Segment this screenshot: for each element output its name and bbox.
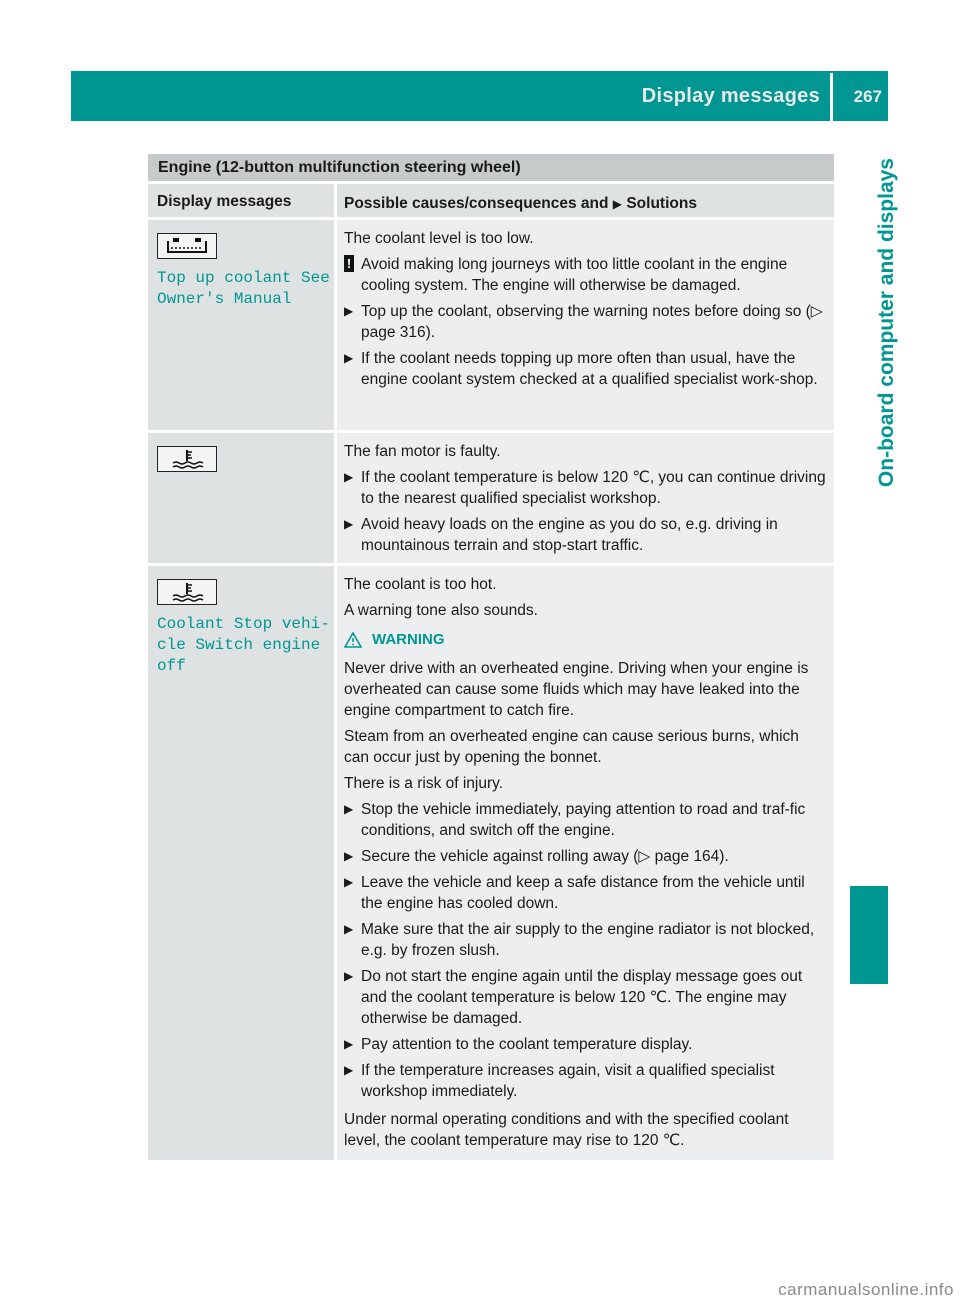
cause-text: The fan motor is faulty. [344, 443, 501, 460]
chapter-tab [850, 886, 888, 984]
step-text: Pay attention to the coolant temperature display. [361, 1036, 693, 1053]
warning-text: Never drive with an overheated engine. Driving when your engine is overheated can cause some fluids which may have leaked into the engine compartment to catch fire. [344, 660, 809, 719]
step-arrow-icon: ▶ [344, 922, 354, 936]
step [344, 514, 826, 556]
step-arrow-icon: ▶ [344, 1037, 354, 1051]
col-header-causes [337, 184, 834, 217]
page-number: 267 [853, 87, 882, 106]
solution-cell [337, 566, 834, 1160]
note-text: Avoid making long journeys with too little coolant in the engine cooling system. The engine will otherwise be damaged. [361, 256, 788, 294]
step-text: If the temperature increases again, visit a qualified specialist workshop immediately. [361, 1062, 775, 1100]
coolant-temperature-icon [157, 446, 217, 472]
coolant-temperature-icon [157, 579, 217, 605]
step-arrow-icon: ▶ [344, 304, 354, 318]
display-message-text: Top up coolant See Owner's Manual [157, 269, 330, 308]
step [344, 348, 826, 390]
step [344, 919, 826, 961]
step-arrow-icon: ▶ [344, 802, 354, 816]
arrow-icon: ▶ [612, 197, 623, 211]
step [344, 467, 826, 509]
step [344, 799, 826, 841]
table-row [148, 433, 834, 563]
display-messages-table [148, 154, 834, 1160]
step-text: Stop the vehicle immediately, paying attention to road and traf-fic conditions, and switch off the engine. [361, 801, 806, 839]
note [344, 254, 826, 296]
cause-text: The coolant is too hot. [344, 576, 497, 593]
col-header-causes-text: Possible causes/consequences and [344, 195, 609, 212]
step-arrow-icon: ▶ [344, 517, 354, 531]
table-title: Engine (12-button multifunction steering wheel) [148, 154, 834, 181]
step-text: If the coolant temperature is below 120 ℃, you can continue driving to the nearest qualified specialist workshop. [361, 469, 826, 507]
header-bar [71, 71, 888, 121]
cause-text: A warning tone also sounds. [344, 602, 538, 619]
solution-cell [337, 220, 834, 430]
header-divider [830, 73, 833, 121]
solution-cell [337, 433, 834, 563]
step-text: Do not start the engine again until the display message goes out and the coolant temperature is below 120 ℃. The engine may otherwise be damaged. [361, 968, 803, 1027]
step [344, 1034, 826, 1055]
step-arrow-icon: ▶ [344, 969, 354, 983]
chapter-label: On-board computer and displays [875, 158, 898, 488]
step-text: Top up the coolant, observing the warning notes before doing so (▷ page 316). [361, 303, 823, 341]
step-text: Avoid heavy loads on the engine as you do so, e.g. driving in mountainous terrain and stop-start traffic. [361, 516, 778, 554]
step [344, 966, 826, 1029]
step [344, 846, 826, 867]
step-text: Secure the vehicle against rolling away (▷ page 164). [361, 848, 729, 865]
table-header-row [148, 184, 834, 217]
table-row [148, 220, 834, 430]
step-arrow-icon: ▶ [344, 875, 354, 889]
step [344, 1060, 826, 1102]
coolant-level-icon [157, 233, 217, 259]
step [344, 301, 826, 343]
step-arrow-icon: ▶ [344, 1063, 354, 1077]
warning-triangle-icon [344, 632, 362, 648]
step-text: Make sure that the air supply to the engine radiator is not blocked, e.g. by frozen slush. [361, 921, 815, 959]
display-message-text: Coolant Stop vehi‐ cle Switch engine off [157, 615, 330, 675]
display-cell [148, 566, 334, 1160]
caution-icon: ! [344, 255, 354, 272]
display-cell [148, 220, 334, 430]
warning-label: WARNING [372, 631, 445, 648]
footer-note: Under normal operating conditions and with the specified coolant level, the coolant temperature may rise to 120 ℃. [344, 1111, 789, 1149]
cause-text: The coolant level is too low. [344, 230, 534, 247]
step-arrow-icon: ▶ [344, 849, 354, 863]
col-header-solutions-text: Solutions [626, 195, 697, 212]
step-text: If the coolant needs topping up more often than usual, have the engine coolant system checked at a qualified specialist work-shop. [361, 350, 818, 388]
section-title: Display messages [641, 85, 820, 107]
step-text: Leave the vehicle and keep a safe distance from the vehicle until the engine has cooled down. [361, 874, 805, 912]
warning-heading [344, 629, 826, 650]
step-arrow-icon: ▶ [344, 470, 354, 484]
step-arrow-icon: ▶ [344, 351, 354, 365]
col-header-display-messages: Display messages [148, 184, 334, 217]
warning-text: There is a risk of injury. [344, 775, 504, 792]
table-row [148, 566, 834, 1160]
display-cell [148, 433, 334, 563]
chapter-side-label [872, 158, 902, 858]
warning-text: Steam from an overheated engine can cause serious burns, which can occur just by opening the bonnet. [344, 728, 799, 766]
watermark: carmanualsonline.info [778, 1280, 954, 1299]
step [344, 872, 826, 914]
